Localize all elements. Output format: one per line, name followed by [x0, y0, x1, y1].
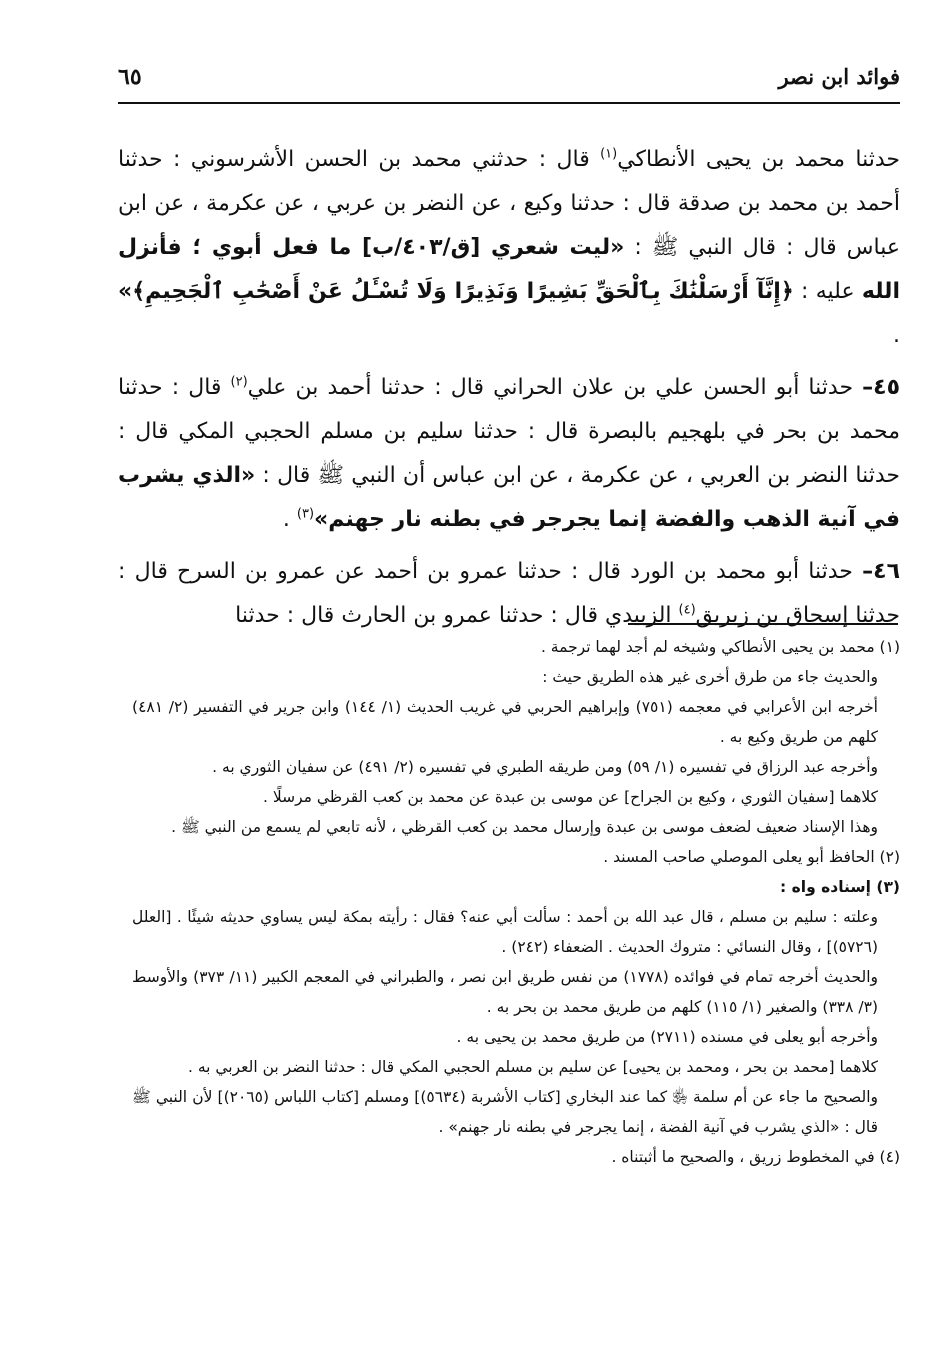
main-text	[118, 138, 900, 646]
text-span: حدثنا أبو الحسن علي بن علان الحراني قال : حدثنا أحمد بن علي	[247, 375, 863, 400]
hadith-45	[118, 366, 900, 542]
footnote-3-line: والحديث أخرجه تمام في فوائده (١٧٧٨) من نفس طريق ابن نصر ، والطبراني في المعجم الكبير (١١/ ٣٧٣) والأوسط (٣/ ٣٣٨) والصغير (١/ ١١٥) كلهم من طريق محمد بن بحر به .	[132, 968, 879, 1016]
footnote-4: (٤) في المخطوط زريق ، والصحيح ما أثبتناه .	[611, 1148, 900, 1166]
hadith-number: ٤٥–	[862, 375, 900, 400]
footnote-ref-4: (٤)	[678, 602, 696, 618]
text-span: حدثنا أبو محمد بن الورد قال : حدثنا عمرو بن أحمد عن عمرو بن السرح قال : حدثنا إسحاق بن زبريق	[118, 559, 900, 628]
page-header	[118, 58, 900, 104]
text-span: قال : حدثني محمد بن الحسن الأشرسوني : حدثنا أحمد بن محمد بن صدقة قال : حدثنا وكيع ، عن النضر بن عربي ، عن عكرمة ، عن ابن عباس قال : قال النبي ﷺ :	[118, 147, 901, 260]
text-span: .	[282, 507, 297, 532]
running-title: فوائد ابن نصر	[778, 64, 900, 89]
footnote-ref-3: (٣)	[296, 506, 315, 522]
text-span: عليه :	[793, 279, 862, 304]
footnote-1-line: وأخرجه عبد الرزاق في تفسيره (١/ ٥٩) ومن طريقه الطبري في تفسيره (٢/ ٤٩١) عن سفيان الثوري به .	[212, 758, 878, 776]
footnote-3-line: والصحيح ما جاء عن أم سلمة ﵂ كما عند البخاري [كتاب الأشربة (٥٦٣٤)] ومسلم [كتاب اللباس (٢٠٦٥)] لأن النبي ﷺ قال : «الذي يشرب في آنية الفضة ، إنما يجرجر في بطنه نار جهنم» .	[132, 1088, 879, 1136]
footnote-3: (٣) إسناده واه :	[780, 878, 900, 896]
footnote-3-line: وأخرجه أبو يعلى في مسنده (٢٧١١) من طريق محمد بن يحيى به .	[456, 1028, 878, 1046]
footnote-ref-2: (٢)	[230, 374, 248, 390]
text-span: الزبيدي قال : حدثنا عمرو بن الحارث قال : حدثنا	[235, 603, 679, 628]
footnotes	[132, 632, 900, 1172]
footnote-1-line: وهذا الإسناد ضعيف لضعف موسى بن عبدة وإرسال محمد بن كعب القرظي ، لأنه تابعي لم يسمع من النبي ﷺ .	[171, 818, 878, 836]
footnote-1-line: كلاهما [سفيان الثوري ، وكيع بن الجراح] عن موسى بن عبدة عن محمد بن كعب القرظي مرسلًا .	[263, 788, 878, 806]
footnote-3-line: وعلته : سليم بن مسلم ، قال عبد الله بن أحمد : سألت أبي عنه؟ فقال : رأيته بمكة ليس يساوي حديثه شيئًا . [العلل (٥٧٢٦)] ، وقال النسائي : متروك الحديث . الضعفاء (٢٤٢) .	[132, 908, 878, 956]
footnote-separator	[628, 623, 898, 625]
quran-verse: ﴿إِنَّآ أَرْسَلْنَٰكَ بِٱلْحَقِّ بَشِيرًا وَنَذِيرًا وَلَا تُسْـَٔلُ عَنْ أَصْحَٰبِ ٱلْجَحِيمِ﴾»	[118, 279, 794, 304]
footnote-1-line: والحديث جاء من طرق أخرى غير هذه الطريق حيث :	[542, 668, 878, 686]
footnote-3-line: كلاهما [محمد بن بحر ، ومحمد بن يحيى] عن سليم بن مسلم الحجبي المكي قال : حدثنا النضر بن العربي به .	[187, 1058, 878, 1076]
footnote-1-line: أخرجه ابن الأعرابي في معجمه (٧٥١) وإبراهيم الحربي في غريب الحديث (١/ ١٤٤) وابن جرير في التفسير (٢/ ٤٨١) كلهم من طريق وكيع به .	[132, 698, 878, 746]
hadith-number: ٤٦–	[862, 559, 900, 584]
text-span: .	[893, 323, 900, 348]
paragraph-intro	[118, 138, 900, 358]
text-span: حدثنا محمد بن يحيى الأنطاكي	[617, 147, 900, 172]
footnote-1: (١) محمد بن يحيى الأنطاكي وشيخه لم أجد لهما ترجمة .	[540, 638, 900, 656]
page-number: ٦٥	[118, 64, 142, 90]
footnote-2: (٢) الحافظ أبو يعلى الموصلي صاحب المسند .	[603, 848, 900, 866]
footnote-ref-1: (١)	[600, 146, 618, 162]
hadith-quote: «الذي يشرب في آنية الذهب والفضة إنما يجرجر في بطنه نار جهنم»	[118, 463, 900, 532]
text-span: قال : حدثنا محمد بن بحر في بلهجيم بالبصرة قال : حدثنا سليم بن مسلم الحجبي المكي قال : حدثنا النضر بن العربي ، عن عكرمة ، عن ابن عباس أن النبي ﷺ قال :	[118, 375, 901, 488]
hadith-quote: «ليت شعري [ق/٤٠٣/ب] ما فعل أبوي ؛ فأنزل الله	[118, 235, 900, 304]
